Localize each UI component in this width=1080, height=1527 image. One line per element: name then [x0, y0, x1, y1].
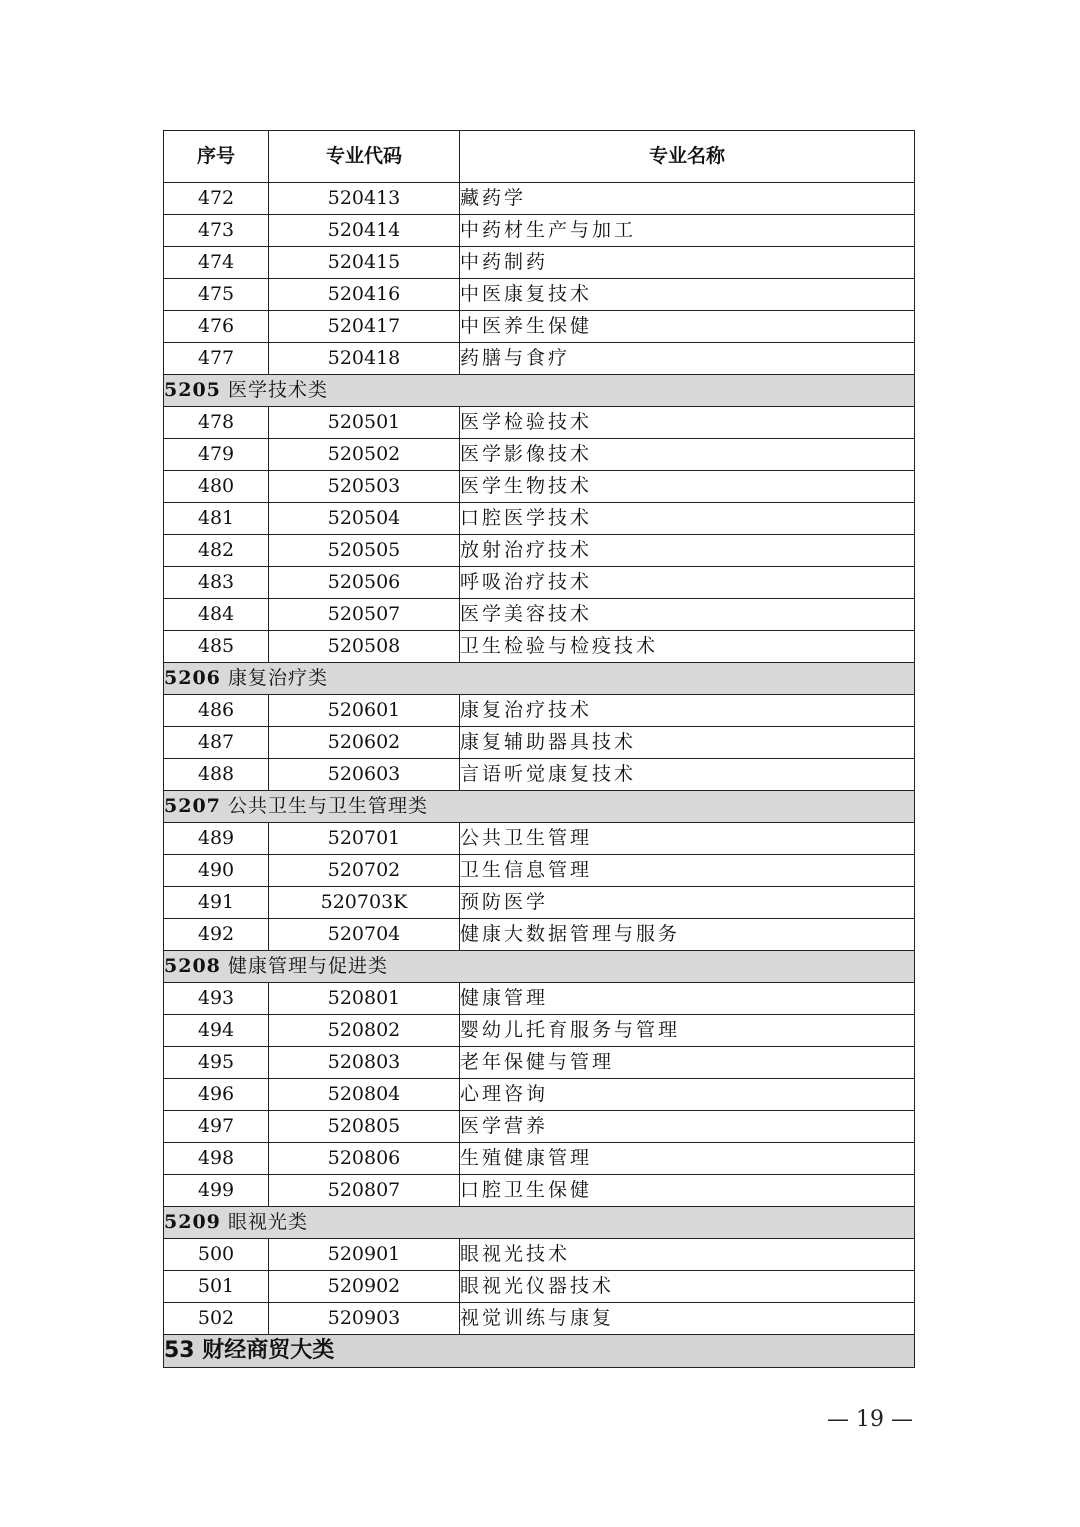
major-name-cell: 公共卫生管理	[460, 823, 915, 855]
table-header-row	[164, 131, 915, 183]
major-name-cell: 健康管理	[460, 983, 915, 1015]
major-code-cell: 520701	[269, 823, 460, 855]
serial-number-cell: 472	[164, 183, 269, 215]
major-code-cell: 520601	[269, 695, 460, 727]
header-major-name: 专业名称	[460, 131, 915, 183]
page-number: — 19 —	[827, 1407, 913, 1432]
table-row	[164, 695, 915, 727]
major-name-cell: 健康大数据管理与服务	[460, 919, 915, 951]
category-row	[164, 791, 915, 823]
major-name-cell: 预防医学	[460, 887, 915, 919]
category-cell	[164, 663, 915, 695]
serial-number-cell: 493	[164, 983, 269, 1015]
major-code-cell: 520602	[269, 727, 460, 759]
serial-number-cell: 473	[164, 215, 269, 247]
major-name-cell: 医学美容技术	[460, 599, 915, 631]
serial-number-cell: 477	[164, 343, 269, 375]
table-row	[164, 215, 915, 247]
category-row	[164, 1207, 915, 1239]
serial-number-cell: 474	[164, 247, 269, 279]
category-row	[164, 951, 915, 983]
major-name-cell: 眼视光技术	[460, 1239, 915, 1271]
serial-number-cell: 500	[164, 1239, 269, 1271]
major-code-cell: 520702	[269, 855, 460, 887]
majors-table	[163, 130, 915, 1368]
table-row	[164, 183, 915, 215]
major-code-cell: 520505	[269, 535, 460, 567]
category-code: 5207	[164, 795, 221, 817]
major-code-cell: 520704	[269, 919, 460, 951]
major-code-cell: 520903	[269, 1303, 460, 1335]
serial-number-cell: 497	[164, 1111, 269, 1143]
serial-number-cell: 475	[164, 279, 269, 311]
major-name-cell: 康复辅助器具技术	[460, 727, 915, 759]
table-row	[164, 1271, 915, 1303]
category-cell	[164, 1207, 915, 1239]
category-cell	[164, 375, 915, 407]
major-code-cell: 520413	[269, 183, 460, 215]
major-name-cell: 言语听觉康复技术	[460, 759, 915, 791]
serial-number-cell: 479	[164, 439, 269, 471]
table-row	[164, 1079, 915, 1111]
major-name-cell: 放射治疗技术	[460, 535, 915, 567]
category-name: 健康管理与促进类	[227, 955, 388, 977]
table-row	[164, 919, 915, 951]
category-code: 5208	[164, 955, 221, 977]
serial-number-cell: 498	[164, 1143, 269, 1175]
major-name-cell: 生殖健康管理	[460, 1143, 915, 1175]
table-row	[164, 567, 915, 599]
table-row	[164, 887, 915, 919]
table-row	[164, 727, 915, 759]
category-name: 医学技术类	[227, 379, 328, 401]
table-row	[164, 1175, 915, 1207]
major-name-cell: 口腔医学技术	[460, 503, 915, 535]
major-code-cell: 520503	[269, 471, 460, 503]
table-row	[164, 503, 915, 535]
major-code-cell: 520414	[269, 215, 460, 247]
serial-number-cell: 482	[164, 535, 269, 567]
major-name-cell: 药膳与食疗	[460, 343, 915, 375]
major-name-cell: 中药材生产与加工	[460, 215, 915, 247]
serial-number-cell: 487	[164, 727, 269, 759]
major-code-cell: 520805	[269, 1111, 460, 1143]
major-name-cell: 中医养生保健	[460, 311, 915, 343]
major-code-cell: 520802	[269, 1015, 460, 1047]
major-name-cell: 心理咨询	[460, 1079, 915, 1111]
major-code-cell: 520501	[269, 407, 460, 439]
table-row	[164, 1143, 915, 1175]
major-code-cell: 520806	[269, 1143, 460, 1175]
table-row	[164, 1015, 915, 1047]
serial-number-cell: 491	[164, 887, 269, 919]
serial-number-cell: 496	[164, 1079, 269, 1111]
major-name-cell: 视觉训练与康复	[460, 1303, 915, 1335]
major-name-cell: 医学营养	[460, 1111, 915, 1143]
header-major-code: 专业代码	[269, 131, 460, 183]
major-name-cell: 中药制药	[460, 247, 915, 279]
serial-number-cell: 484	[164, 599, 269, 631]
serial-number-cell: 501	[164, 1271, 269, 1303]
serial-number-cell: 476	[164, 311, 269, 343]
category-code: 5209	[164, 1211, 221, 1233]
major-name-cell: 藏药学	[460, 183, 915, 215]
category-code: 5206	[164, 667, 221, 689]
major-name-cell: 中医康复技术	[460, 279, 915, 311]
serial-number-cell: 485	[164, 631, 269, 663]
serial-number-cell: 486	[164, 695, 269, 727]
major-code-cell: 520901	[269, 1239, 460, 1271]
major-code-cell: 520502	[269, 439, 460, 471]
major-code-cell: 520416	[269, 279, 460, 311]
category-name: 公共卫生与卫生管理类	[227, 795, 428, 817]
table-row	[164, 247, 915, 279]
table-row	[164, 407, 915, 439]
table-row	[164, 311, 915, 343]
table-row	[164, 439, 915, 471]
table-row	[164, 1047, 915, 1079]
major-name-cell: 卫生检验与检疫技术	[460, 631, 915, 663]
category-name: 康复治疗类	[227, 667, 328, 689]
table-row	[164, 1303, 915, 1335]
table-row	[164, 823, 915, 855]
serial-number-cell: 490	[164, 855, 269, 887]
table-body	[164, 183, 915, 1368]
major-code-cell: 520418	[269, 343, 460, 375]
serial-number-cell: 488	[164, 759, 269, 791]
major-code-cell: 520703K	[269, 887, 460, 919]
category-row	[164, 663, 915, 695]
major-code-cell: 520504	[269, 503, 460, 535]
table-row	[164, 279, 915, 311]
major-code-cell: 520506	[269, 567, 460, 599]
serial-number-cell: 502	[164, 1303, 269, 1335]
major-code-cell: 520804	[269, 1079, 460, 1111]
table-row	[164, 855, 915, 887]
category-cell	[164, 791, 915, 823]
major-category-title: 53 财经商贸大类	[164, 1335, 915, 1368]
serial-number-cell: 483	[164, 567, 269, 599]
major-name-cell: 卫生信息管理	[460, 855, 915, 887]
major-code-cell: 520902	[269, 1271, 460, 1303]
major-name-cell: 医学生物技术	[460, 471, 915, 503]
table-row	[164, 343, 915, 375]
table-row	[164, 631, 915, 663]
table-row	[164, 599, 915, 631]
major-code-cell: 520508	[269, 631, 460, 663]
serial-number-cell: 480	[164, 471, 269, 503]
table-row	[164, 535, 915, 567]
serial-number-cell: 489	[164, 823, 269, 855]
major-name-cell: 呼吸治疗技术	[460, 567, 915, 599]
serial-number-cell: 492	[164, 919, 269, 951]
category-code: 5205	[164, 379, 221, 401]
major-code-cell: 520807	[269, 1175, 460, 1207]
header-serial-number: 序号	[164, 131, 269, 183]
category-name: 眼视光类	[227, 1211, 308, 1233]
major-code-cell: 520801	[269, 983, 460, 1015]
serial-number-cell: 495	[164, 1047, 269, 1079]
major-name-cell: 康复治疗技术	[460, 695, 915, 727]
major-name-cell: 老年保健与管理	[460, 1047, 915, 1079]
table-row	[164, 983, 915, 1015]
major-code-cell: 520803	[269, 1047, 460, 1079]
major-code-cell: 520603	[269, 759, 460, 791]
serial-number-cell: 494	[164, 1015, 269, 1047]
table-row	[164, 1239, 915, 1271]
category-cell	[164, 951, 915, 983]
major-code-cell: 520415	[269, 247, 460, 279]
serial-number-cell: 499	[164, 1175, 269, 1207]
major-name-cell: 医学检验技术	[460, 407, 915, 439]
serial-number-cell: 481	[164, 503, 269, 535]
major-code-cell: 520507	[269, 599, 460, 631]
serial-number-cell: 478	[164, 407, 269, 439]
table-row	[164, 1111, 915, 1143]
table-row	[164, 759, 915, 791]
major-code-cell: 520417	[269, 311, 460, 343]
major-name-cell: 婴幼儿托育服务与管理	[460, 1015, 915, 1047]
major-name-cell: 眼视光仪器技术	[460, 1271, 915, 1303]
major-name-cell: 医学影像技术	[460, 439, 915, 471]
major-name-cell: 口腔卫生保健	[460, 1175, 915, 1207]
major-category-row	[164, 1335, 915, 1368]
category-row	[164, 375, 915, 407]
table-row	[164, 471, 915, 503]
